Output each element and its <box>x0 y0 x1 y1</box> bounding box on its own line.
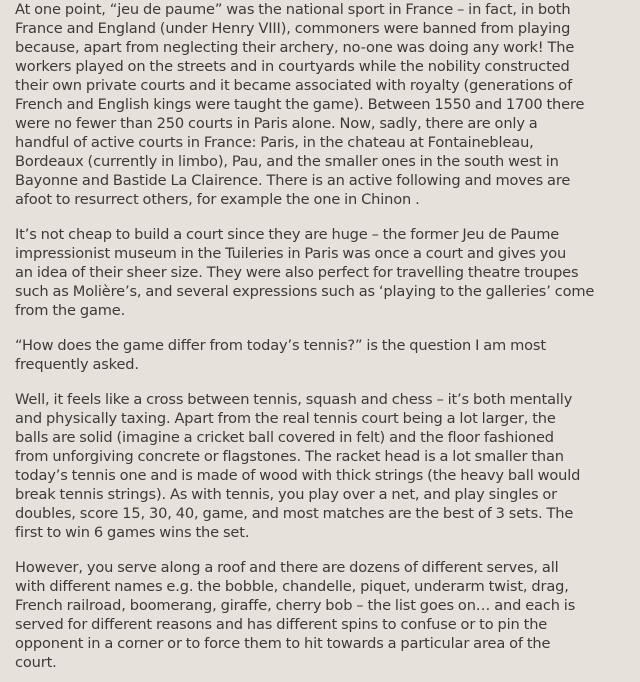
text-line: an idea of their sheer size. They were also perfect for travelling theatre troupes <box>15 264 579 281</box>
text-line: opponent in a corner or to force them to hit towards a particular area of the <box>15 635 551 652</box>
text-line: French and English kings were taught the game). Between 1550 and 1700 there <box>15 96 585 113</box>
paragraph-game-comparison <box>15 390 634 542</box>
text-line: from unforgiving concrete or flagstones. The racket head is a lot smaller than <box>15 448 564 465</box>
text-line: first to win 6 games wins the set. <box>15 524 250 541</box>
text-line: and physically taxing. Apart from the real tennis court being a lot larger, the <box>15 410 556 427</box>
paragraph-history <box>15 0 634 209</box>
text-line: frequently asked. <box>15 356 139 373</box>
text-line: afoot to resurrect others, for example the one in Chinon . <box>15 191 420 208</box>
text-line: doubles, score 15, 30, 40, game, and most matches are the best of 3 sets. The <box>15 505 574 522</box>
paragraph-question <box>15 336 634 374</box>
text-line: workers played on the streets and in courtyards while the nobility constructed <box>15 58 570 75</box>
text-line: French railroad, boomerang, giraffe, cherry bob – the list goes on… and each is <box>15 597 576 614</box>
text-line: from the game. <box>15 302 126 319</box>
text-line: It’s not cheap to build a court since they are huge – the former Jeu de Paume <box>15 226 560 243</box>
text-line: Bordeaux (currently in limbo), Pau, and the smaller ones in the south west in <box>15 153 559 170</box>
text-line: their own private courts and it became associated with royalty (generations of <box>15 77 573 94</box>
paragraph-serves <box>15 558 634 672</box>
text-line: balls are solid (imagine a cricket ball covered in felt) and the floor fashioned <box>15 429 554 446</box>
text-line: break tennis strings). As with tennis, you play over a net, and play singles or <box>15 486 558 503</box>
text-line: were no fewer than 250 courts in Paris alone. Now, sadly, there are only a <box>15 115 538 132</box>
text-line: such as Molière’s, and several expressions such as ‘playing to the galleries’ come <box>15 283 595 300</box>
text-line: today’s tennis one and is made of wood with thick strings (the heavy ball would <box>15 467 581 484</box>
text-line: court. <box>15 654 57 671</box>
text-line: impressionist museum in the Tuileries in Paris was once a court and gives you <box>15 245 567 262</box>
text-line: served for different reasons and has different spins to confuse or to pin the <box>15 616 548 633</box>
text-line: Bayonne and Bastide La Clairence. There is an active following and moves are <box>15 172 571 189</box>
text-line: handful of active courts in France: Paris, in the chateau at Fontainebleau, <box>15 134 534 151</box>
paragraph-court-size <box>15 225 634 320</box>
text-line: “How does the game differ from today’s tennis?” is the question I am most <box>15 337 546 354</box>
text-line: France and England (under Henry VIII), commoners were banned from playing <box>15 20 571 37</box>
text-line: At one point, “jeu de paume” was the national sport in France – in fact, in both <box>15 1 571 18</box>
text-line: because, apart from neglecting their archery, no-one was doing any work! The <box>15 39 575 56</box>
text-line: with different names e.g. the bobble, chandelle, piquet, underarm twist, drag, <box>15 578 569 595</box>
text-line: However, you serve along a roof and there are dozens of different serves, all <box>15 559 559 576</box>
text-line: Well, it feels like a cross between tennis, squash and chess – it’s both mentally <box>15 391 573 408</box>
